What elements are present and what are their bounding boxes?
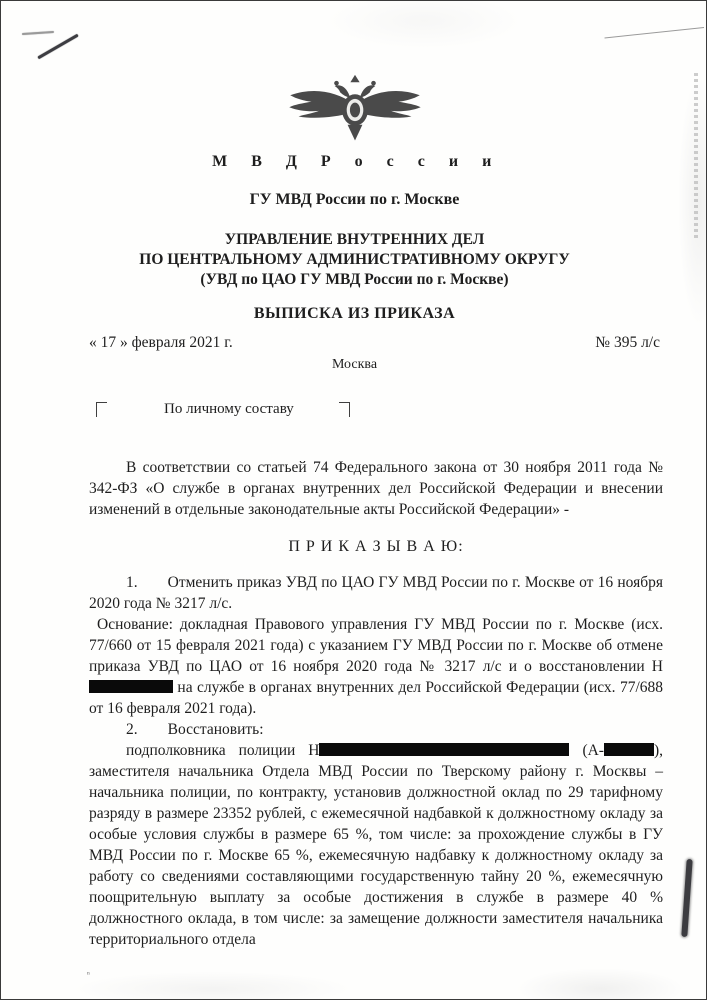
department-line-3: (УВД по ЦАО ГУ МВД России по г. Москве) — [200, 271, 509, 288]
preamble-paragraph: В соответствии со статьей 74 Федерального закона от 30 ноября 2011 года № 342-ФЗ «О службе в органах внутренних дел Российской Федерации и внесении изменений в отдельные законодательные акты Российской Федерации» - — [89, 459, 663, 518]
mvd-double-headed-eagle-emblem — [1, 73, 707, 149]
item-2-number: 2. — [126, 721, 138, 738]
department-name — [1, 230, 707, 290]
basis-paragraph — [89, 614, 663, 719]
document-number: № 395 л/с — [595, 334, 660, 351]
meta-row — [89, 334, 660, 352]
pen-mark-dark — [37, 34, 78, 60]
document-date: « 17 » февраля 2021 г. — [89, 334, 233, 351]
restore-text-id-close: ), — [653, 742, 664, 759]
subject-label: По личному составу — [164, 401, 294, 417]
corner-mark-left-icon — [96, 402, 107, 417]
document-header — [1, 73, 707, 323]
scan-speck: ⁿ — [87, 969, 90, 979]
restore-paragraph — [89, 740, 663, 950]
item-1-number: 1. — [126, 574, 138, 591]
department-line-2: ПО ЦЕНТРАЛЬНОМУ АДМИНИСТРАТИВНОМУ ОКРУГУ — [139, 251, 570, 268]
ministry-name: М В Д Р о с с и и — [212, 153, 497, 170]
scan-ink-smudge — [681, 859, 692, 937]
item-2-text: Восстановить: — [167, 721, 264, 738]
restore-text-details: заместителя начальника Отдела МВД России по Тверскому району г. Москвы – начальника полиции, по контракту, установив должностной оклад по 29 тарифному разряду в размере 23352 рублей, с ежемесячной надбавкой к должностному окладу за особые условия службы в размере 65 %, том числе: за прохождение службы в ГУ МВД России по г. Москве 65 %, ежемесячную надбавку к должностному окладу за работу со сведениями составляющими государственную тайну 20 %, ежемесячную поощрительную выплату за особые достижения в службе в размере 40 % должностного оклада, в том числе: за замещение должности заместителя начальника территориального отдела — [89, 763, 663, 948]
redaction-bar-id — [604, 743, 654, 756]
restore-text-rank: подполковника полиции Н — [126, 742, 320, 759]
order-item-1 — [89, 572, 663, 614]
main-directorate-name: ГУ МВД России по г. Москве — [249, 191, 460, 208]
redaction-bar-name — [319, 743, 569, 756]
city-label: Москва — [331, 357, 378, 372]
document-body — [89, 457, 663, 950]
corner-mark-right-icon — [339, 402, 350, 417]
scan-edge-line — [604, 27, 704, 38]
item-1-text: Отменить приказ УВД по ЦАО ГУ МВД России по г. Москве от 16 ноября 2020 года № 3217 л/с. — [89, 574, 663, 612]
document-title: ВЫПИСКА ИЗ ПРИКАЗА — [253, 305, 456, 322]
pen-mark-light — [22, 31, 54, 35]
basis-text-after-redaction: на службе в органах внутренних дел Российской Федерации (исх. 77/688 от 16 февраля 2021 года). — [89, 679, 664, 717]
order-item-2 — [89, 719, 663, 740]
restore-text-id-open: (А- — [582, 742, 604, 759]
subject-row — [1, 399, 707, 423]
eagle-icon — [285, 73, 425, 147]
department-line-1: УПРАВЛЕНИЕ ВНУТРЕННИХ ДЕЛ — [224, 231, 485, 248]
order-word: П Р И К А З Ы В А Ю: — [288, 538, 464, 555]
basis-text-before-redaction: Основание: докладная Правового управления ГУ МВД России по г. Москве (исх. 77/660 от 15 февраля 2021 года) с указанием ГУ МВД России по г. Москве об отмене приказа УВД по ЦАО от 16 ноября 2020 года № 3217 л/с и о восстановлении Н — [89, 616, 663, 675]
redaction-bar — [89, 680, 173, 693]
